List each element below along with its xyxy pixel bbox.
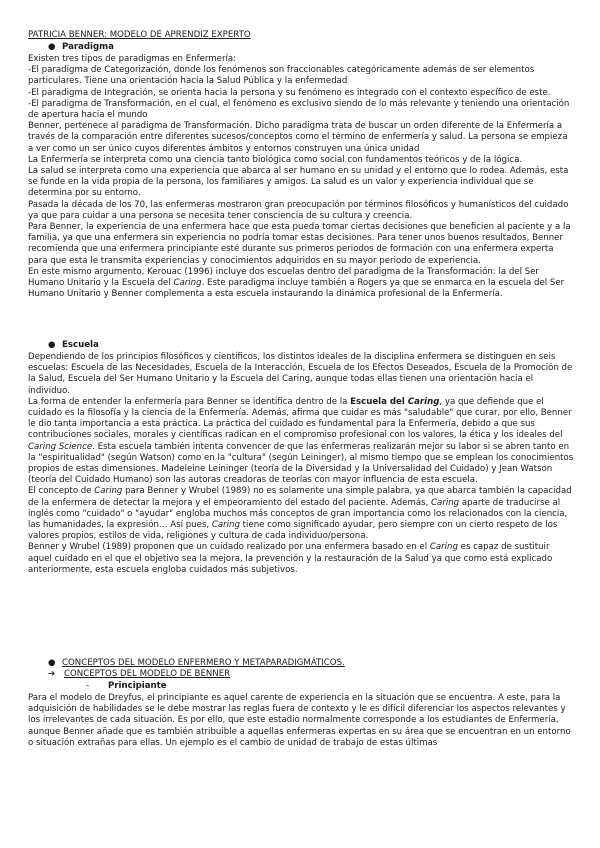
paragraph: El concepto de Caring para Benner y Wrubel (1989) no es solamente una simple palabra, ya que abarca también la capacidad de la enfermera de detectar la mejora y el empeoramiento del estado del paciente. Además, Caring aparte de traducirse al inglés como "cuidado" o "ayudar" engloba muchos más conceptos de gran importancia como los relacionados con la ciencia, las humanidades, la expresión… Así pues, Caring tiene como significado ayudar, pero siempre con un cierto respeto de los valores propios, estilos de vida, religiones y cultura de cada individuo/persona. xyxy=(28,486,572,542)
paragraph: Para Benner, la experiencia de una enfermera hace que esta pueda tomar ciertas decisiones que beneficien al paciente y a la familia, ya que una enfermera sin experiencia no podría tomar estas decisiones. Para tener unos buenos resultados, Benner recomienda que una enfermera principiante esté durante sus primeros periodos de formación con una enfermera experta para que esta le transmita experiencias y conocimientos adquiridos en su mayor periodo de experiencia. xyxy=(28,222,571,266)
paragraph: -El paradigma de Categorización, donde los fenómenos son fraccionables categóricamente además de ser elementos particulares. Tiene una orientación hacia la Salud Pública y la enfermedad xyxy=(28,65,535,87)
document-title: PATRICIA BENNER: MODELO DE APRENDIZ EXPERTO xyxy=(28,30,251,40)
principiante-section xyxy=(28,693,574,749)
paragraph: Benner y Wrubel (1989) proponen que un cuidado realizado por una enfermera basado en el Caring es capaz de sustituir aquel cuidado en el que el objetivo sea la mejora, la prevención y la restauración de la Salud ya que como está explicado anteriormente, esta escuela engloba cuidados más subjetivos. xyxy=(28,542,553,575)
paragraph: La Enfermería se interpreta como una ciencia tanto biológica como social con fundamentos teóricos y de la lógica. xyxy=(28,154,523,165)
bullet-icon: ● xyxy=(48,658,56,668)
heading-conceptos: ● CONCEPTOS DEL MODELO ENFERMERO Y METAPARADIGMÁTICOS. xyxy=(48,658,345,668)
paragraph: -El paradigma de Transformación, en el cual, el fenómeno es exclusivo siendo de lo más relevante y teniendo una orientación de apertura hacia el mundo xyxy=(28,98,570,121)
bullet-icon: ● xyxy=(48,42,56,52)
paragraph: En este mismo argumento, Kerouac (1996) incluye dos escuelas dentro del paradigma de la Transformación: la del Ser Humano Unitario y la Escuela del Caring. Este paradigma incluye también a Rogers ya que se enmarca en la escuela del Ser Humano Unitario y Benner complementa a esta escuela instaurando la dinámica profesional de la Enfermería. xyxy=(28,266,565,300)
heading-paradigma: ● Paradigma xyxy=(48,42,114,52)
paragraph: Dependiendo de los principios filosóficos y científicos, los distintos ideales de la disciplina enfermera se distinguen en seis escuelas: Escuela de las Necesidades, Escuela de la Interacción, Escuela de los Efectos Deseados, Escuela de la Promoción de la Salud, Escuela del Ser Humano Unitario y la Escuela del Caring, aunque todas ellas tienen una orientación hacia el individuo. xyxy=(28,352,573,396)
heading-escuela: ● Escuela xyxy=(48,340,99,350)
paragraph: La salud se interpreta como una experiencia que abarca al ser humano en su unidad y el entorno que lo rodea. Además, esta se funde en la vida propia de la persona, los familiares y amigos. La salud es un valor y experiencia individual que se determina por su entorno. xyxy=(28,166,569,199)
subheading-benner: ➔ CONCEPTOS DEL MODELO DE BENNER xyxy=(48,669,231,679)
paragraph: Pasada la década de los 70, las enfermeras mostraron gran preocupación por términos filosóficos y humanísticos del cuidado ya que para cuidar a una persona se necesita tener consciencia de su cultura y creencia. xyxy=(28,199,569,221)
paragraph: La forma de entender la enfermería para Benner se identifica dentro de la Escuela del Caring, ya que defiende que el cuidado es la filosofía y la ciencia de la Enfermería. Además, afirma que cuidar es más "saludable" que curar, por ello, Benner le dio tanta importancia a esta práctica. La práctica del cuidado es fundamental para la Enfermería, debido a que sus contribuciones sociales, morales y científicas radican en el compromiso profesional con los valores, la ética y los ideales del Caring Science. Esta escuela también intenta convencer de que las enfermeras realizarán mejor su labor si se abren tanto en la "espiritualidad" (según Watson) como en la "cultura" (según Leininger), al mismo tiempo que se emplean los conocimientos propios de estas dimensiones. Madeleine Leininger (teoría de la Diversidad y la Universalidad del Cuidado) y Jean Watson (teoría del Cuidado Humano) son las autoras creadoras de teorías con mayor influencia de esta escuela. xyxy=(28,396,574,486)
arrow-right-icon: ➔ xyxy=(48,669,56,679)
paragraph: Existen tres tipos de paradigmas en Enfermería: xyxy=(28,54,237,64)
bullet-icon: ● xyxy=(48,340,56,350)
paragraph: -El paradigma de Integración, se orienta hacia la persona y su fenómeno es integrado con el contexto específico de este. xyxy=(28,87,551,98)
paragraph: Benner, pertenece al paradigma de Transformación. Dicho paradigma trata de buscar un orden diferente de la Enfermería a través de la comparación entre diferentes sucesos/conceptos como el término de enfermería y salud. La persona se empieza a ver como un ser único cuyos diferentes ámbitos y entornos construyen una única unidad xyxy=(28,121,568,154)
subsubheading-principiante: - Principiante xyxy=(86,681,167,691)
escuela-section xyxy=(28,352,574,576)
paragraph: Para el modelo de Dreyfus, el principiante es aquel carente de experiencia en la situación que se encuentra. A este, para la adquisición de habilidades se le debe mostrar las reglas fuera de contexto y le es difícil diferenciar los aspectos relevantes y los irrelevantes de cada situación. Es por ello, que este estadio normalmente corresponde a los estudiantes de Enfermería, aunque Benner añade que es también atribuible a aquellas enfermeras expertas en su área que se encuentran en un entorno o situación extrañas para ellas. Un ejemplo es el cambio de unidad de trabajo de estas últimas xyxy=(28,693,571,748)
paradigma-section xyxy=(28,54,574,300)
